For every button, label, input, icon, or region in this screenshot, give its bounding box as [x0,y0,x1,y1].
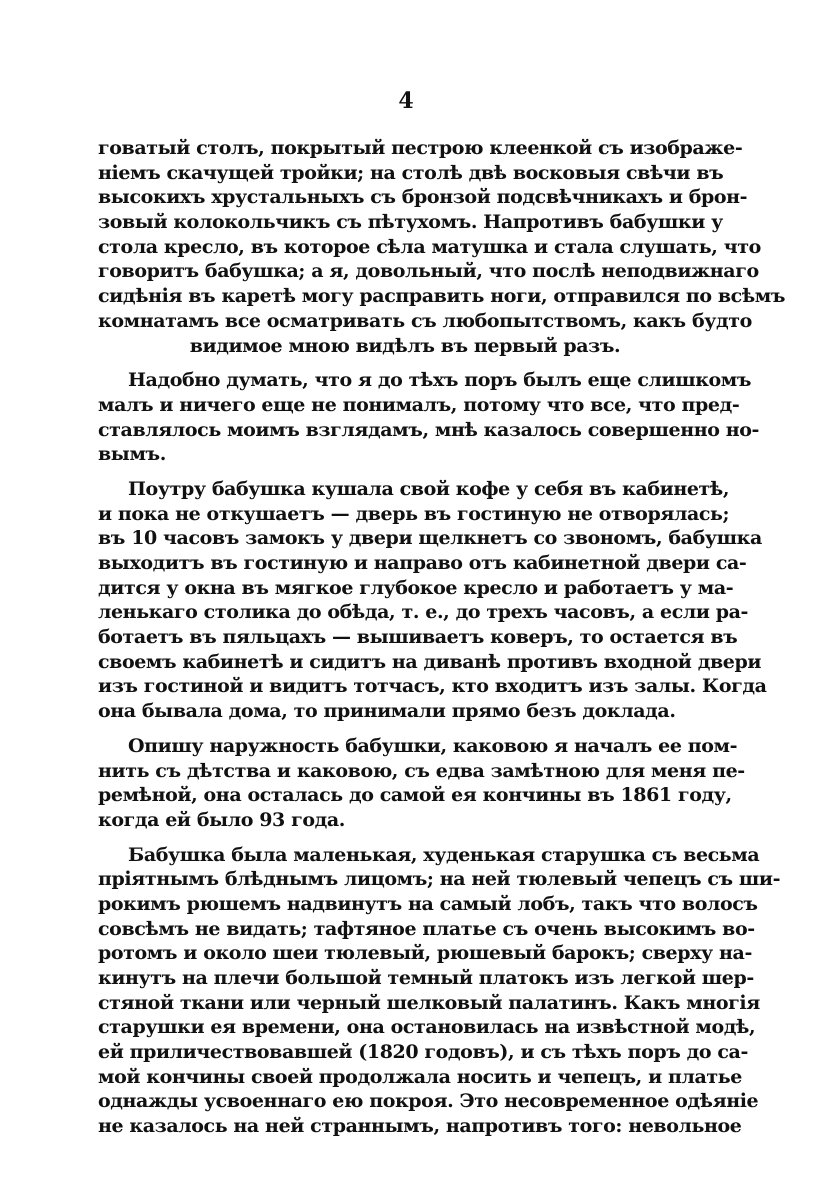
text-line: комнатамъ все осматривать съ любопытствомъ, какъ будто [98,309,752,332]
text-line: нить съ дѣтства и каковою, съ едва замѣтною для меня пе- [98,759,745,782]
text-line: сидѣнія въ каретѣ могу расправить ноги, отправился по всѣмъ [98,285,786,308]
text-line: выходитъ въ гостиную и направо отъ кабинетной двери са- [98,552,747,574]
text-line: зовый колокольчикъ съ пѣтухомъ. Напротивъ бабушки у [98,211,723,234]
paragraph [98,477,767,724]
text-line: когда ей было 93 года. [98,808,345,831]
paragraph [98,368,759,467]
text-line: видимое мною видѣлъ въ первый разъ. [189,334,621,357]
text-line: Поутру бабушка кушала свой кофе у себя въ кабинетѣ, [128,477,730,500]
paragraph [98,136,786,358]
text-line: вымъ. [98,443,166,466]
text-line: не казалось на ней страннымъ, напротивъ того: невольное [98,1115,742,1138]
text-line: стола кресло, въ которое сѣла матушка и стала слушать, что [98,235,761,258]
text-line: ленькаго столика до обѣда, т. е., до трехъ часовъ, а если ра- [98,601,749,624]
text-line: говоритъ бабушка; а я, довольный, что послѣ неподвижнаго [98,260,759,283]
text-line: ремѣной, она осталась до самой ея кончины въ 1861 году, [98,784,732,807]
text-line: ротомъ и около шеи тюлевый, рюшевый барокъ; сверху на- [98,942,752,965]
body-text [98,136,786,1139]
text-line: въ 10 часовъ замокъ у двери щелкнетъ со звономъ, бабушка [98,527,762,550]
text-line: Опишу наружность бабушки, каковою я началъ ее пом- [128,734,738,757]
text-line: совсѣмъ не видать; тафтяное платье съ очень высокимъ во- [98,917,755,940]
text-line: старушки ея времени, она остановилась на извѣстной модѣ, [98,1016,756,1039]
paragraph [98,734,745,833]
text-line: и пока не откушаетъ — дверь въ гостиную не отворялась; [98,502,730,525]
text-line: пріятнымъ блѣднымъ лицомъ; на ней тюлевый чепецъ съ ши- [98,868,781,891]
text-line: Бабушка была маленькая, худенькая старушка съ весьма [128,843,760,866]
text-line: рокимъ рюшемъ надвинутъ на самый лобъ, такъ что волосъ [98,892,758,915]
text-line: дится у окна въ мягкое глубокое кресло и работаетъ у ма- [98,576,734,599]
text-line: говатый столъ, покрытый пестрою клеенкой съ изображе- [98,137,743,159]
text-line: ей приличествовавшей (1820 годовъ), и съ тѣхъ поръ до са- [98,1041,748,1064]
text-line: мой кончины своей продолжала носить и чепецъ, и платье [98,1065,742,1088]
paragraph [98,843,781,1139]
page-number: 4 [398,88,414,114]
text-line: ботаетъ въ пяльцахъ — вышиваетъ коверъ, то остается въ [98,626,738,649]
text-line: ніемъ скачущей тройки; на столѣ двѣ восковыя свѣчи въ [98,161,724,184]
text-line: ставлялось моимъ взглядамъ, мнѣ казалось совершенно но- [98,418,759,441]
text-line: изъ гостиной и видитъ тотчасъ, кто входитъ изъ залы. Когда [98,675,767,698]
text-line: стяной ткани или черный шелковый палатинъ. Какъ многія [98,991,760,1014]
text-line: однажды усвоеннаго ею покроя. Это несовременное одѣяніе [98,1090,759,1113]
text-line: Надобно думать, что я до тѣхъ поръ былъ еще слишкомъ [128,369,752,392]
text-line: малъ и ничего еще не понималъ, потому что все, что пред- [98,393,740,416]
text-line: она бывала дома, то принимали прямо безъ доклада. [98,700,676,723]
text-line: своемъ кабинетѣ и сидитъ на диванѣ противъ входной двери [98,650,762,673]
text-line: высокихъ хрустальныхъ съ бронзой подсвѣчникахъ и брон- [98,186,748,209]
text-line: кинутъ на плечи большой темный платокъ изъ легкой шер- [98,967,754,989]
